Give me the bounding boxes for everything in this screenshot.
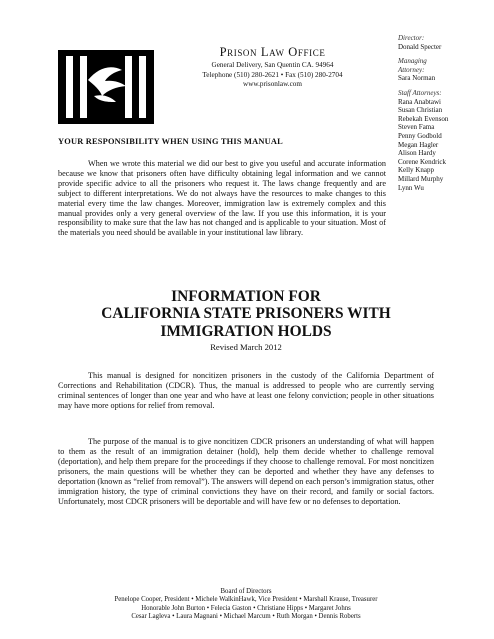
board-line-3: Cesar Lagleva • Laura Magnani • Michael Marcum • Ruth Morgan • Dennis Roberts <box>131 612 361 620</box>
staff-attorney: Alison Hardy <box>398 149 436 158</box>
staff-attorneys-role: Staff Attorneys: <box>398 88 442 97</box>
staff-attorney: Kelly Knapp <box>398 166 434 175</box>
board-heading: Board of Directors <box>220 588 272 595</box>
org-address: General Delivery, San Quentin CA. 94964 <box>211 61 334 69</box>
staff-attorney: Megan Hagler <box>398 140 439 149</box>
title-line-3: IMMIGRATION HOLDS <box>160 322 332 340</box>
org-website: www.prisonlaw.com <box>243 80 302 88</box>
staff-attorney: Penny Godbold <box>398 131 442 140</box>
intro-paragraph: This manual is designed for noncitizen prisoners in the custody of the California Department of Corrections and Rehabilitation (CDCR). Thus, the manual is addressed to people who are currently serving criminal sentences of longer than one year and who have at least one felony conviction; people in other situations may have more options for relief from removal. <box>58 371 434 410</box>
attorney-role: Attorney: <box>398 65 425 74</box>
responsibility-paragraph: When we wrote this material we did our best to give you useful and accurate information because we know that prisoners often have difficulty obtaining legal information and we cannot provide specific advice to all the prisoners who request it. The laws change frequently and are subject to different interpretations. We do not always have the resources to make changes to this material every time the law changes. Moreover, immigration law is extremely complex and this manual provides only a very general overview of the law. If you use this information, it is your responsibility to make sure that the law has not changed and is applicable to your situation. Most of the materials you need should be available in your institutional law library. <box>58 159 386 238</box>
staff-attorney: Lynn Wu <box>398 183 424 192</box>
title-line-1: INFORMATION FOR <box>171 288 321 305</box>
bird-bars-icon <box>58 50 154 124</box>
staff-attorney: Steven Fama <box>398 123 435 132</box>
staff-attorney: Corene Kendrick <box>398 157 447 166</box>
responsibility-heading: YOUR RESPONSIBILITY WHEN USING THIS MANUAL <box>58 137 283 146</box>
director-role: Director: <box>398 34 425 42</box>
director-name: Donald Specter <box>398 42 442 51</box>
board-line-2: Honorable John Burton • Felecia Gaston • Christiane Hipps • Margaret Johns <box>141 604 351 612</box>
staff-attorney: Rebekah Evenson <box>398 114 449 123</box>
revised-date: Revised March 2012 <box>210 342 282 353</box>
prison-law-office-logo <box>58 50 154 124</box>
title-line-2: CALIFORNIA STATE PRISONERS WITH <box>101 305 391 323</box>
document-title <box>58 288 434 352</box>
staff-attorney: Millard Murphy <box>398 174 444 183</box>
org-phone: Telephone (510) 280-2621 • Fax (510) 280-2704 <box>202 70 343 79</box>
board-line-1: Penelope Cooper, President • Michele WalkinHawk, Vice President • Marshall Krause, Treasurer <box>114 596 378 604</box>
org-name: Prison Law Office <box>219 45 326 59</box>
staff-attorney: Susan Christian <box>398 106 443 115</box>
purpose-paragraph: The purpose of the manual is to give noncitizen CDCR prisoners an understanding of what will happen to them as the result of an immigration detainer (hold), help them decide whether to challenge removal (deportation), and help them prepare for the proceedings if they choose to challenge removal. For most noncitizen prisoners, the main questions will be whether they can be deported and whether they have any defenses to deportation (known as “relief from removal”). The answers will depend on each person’s immigration status, other immigration history, the type of criminal convictions they have on their record, and family or social factors. Unfortunately, most CDCR prisoners will be deportable and will have few or no defenses to deportation. <box>58 437 434 506</box>
managing-role: Managing <box>398 57 427 66</box>
board-of-directors <box>58 588 434 621</box>
staff-attorney: Rana Anabtawi <box>398 97 441 106</box>
managing-attorney-name: Sara Norman <box>398 74 436 83</box>
staff-sidebar <box>398 34 490 192</box>
letterhead <box>170 45 375 90</box>
